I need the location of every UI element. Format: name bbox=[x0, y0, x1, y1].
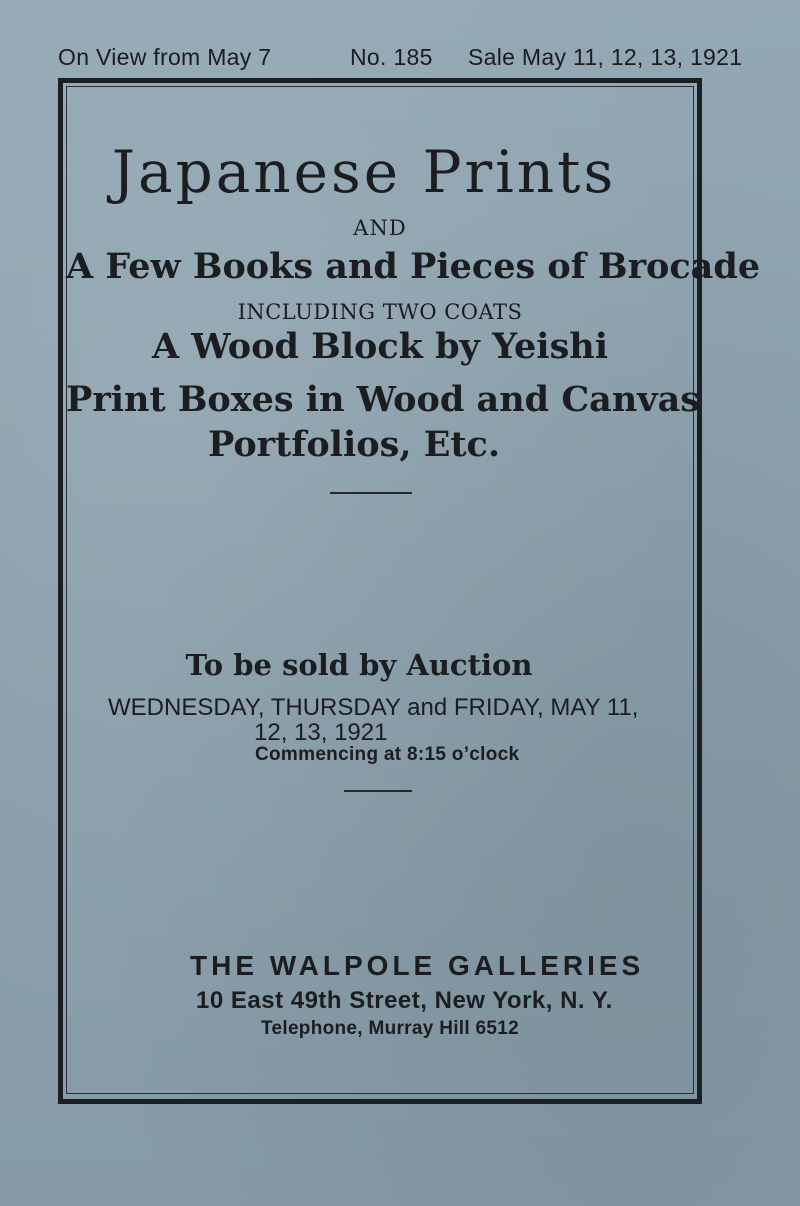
subtitle-portfolios: Portfolios, Etc. bbox=[207, 424, 501, 465]
sale-dates: Sale May 11, 12, 13, 1921 bbox=[468, 44, 743, 70]
auction-start-time: Commencing at 8:15 o’clock bbox=[255, 744, 520, 765]
subtitle-coats: INCLUDING TWO COATS bbox=[237, 300, 523, 324]
divider-rule bbox=[330, 492, 412, 494]
auction-days-line-2: 12, 13, 1921 bbox=[254, 719, 388, 746]
gallery-telephone: Telephone, Murray Hill 6512 bbox=[261, 1018, 519, 1039]
header-line bbox=[58, 44, 743, 78]
divider-rule bbox=[344, 790, 412, 792]
subtitle-wood-block: A Wood Block by Yeishi bbox=[151, 326, 609, 367]
subtitle-books-brocade: A Few Books and Pieces of Brocade bbox=[66, 246, 761, 287]
catalog-number: No. 185 bbox=[350, 44, 433, 70]
gallery-name: THE WALPOLE GALLERIES bbox=[190, 950, 645, 981]
auction-heading: To be sold by Auction bbox=[185, 648, 533, 682]
gallery-address: 10 East 49th Street, New York, N. Y. bbox=[196, 987, 613, 1014]
on-view-date: On View from May 7 bbox=[58, 44, 272, 70]
subtitle-print-boxes: Print Boxes in Wood and Canvas bbox=[66, 379, 701, 420]
cover-title: Japanese Prints bbox=[111, 138, 617, 206]
and-connector: AND bbox=[353, 216, 407, 240]
auction-days-line-1: WEDNESDAY, THURSDAY and FRIDAY, MAY 11, bbox=[108, 694, 639, 721]
